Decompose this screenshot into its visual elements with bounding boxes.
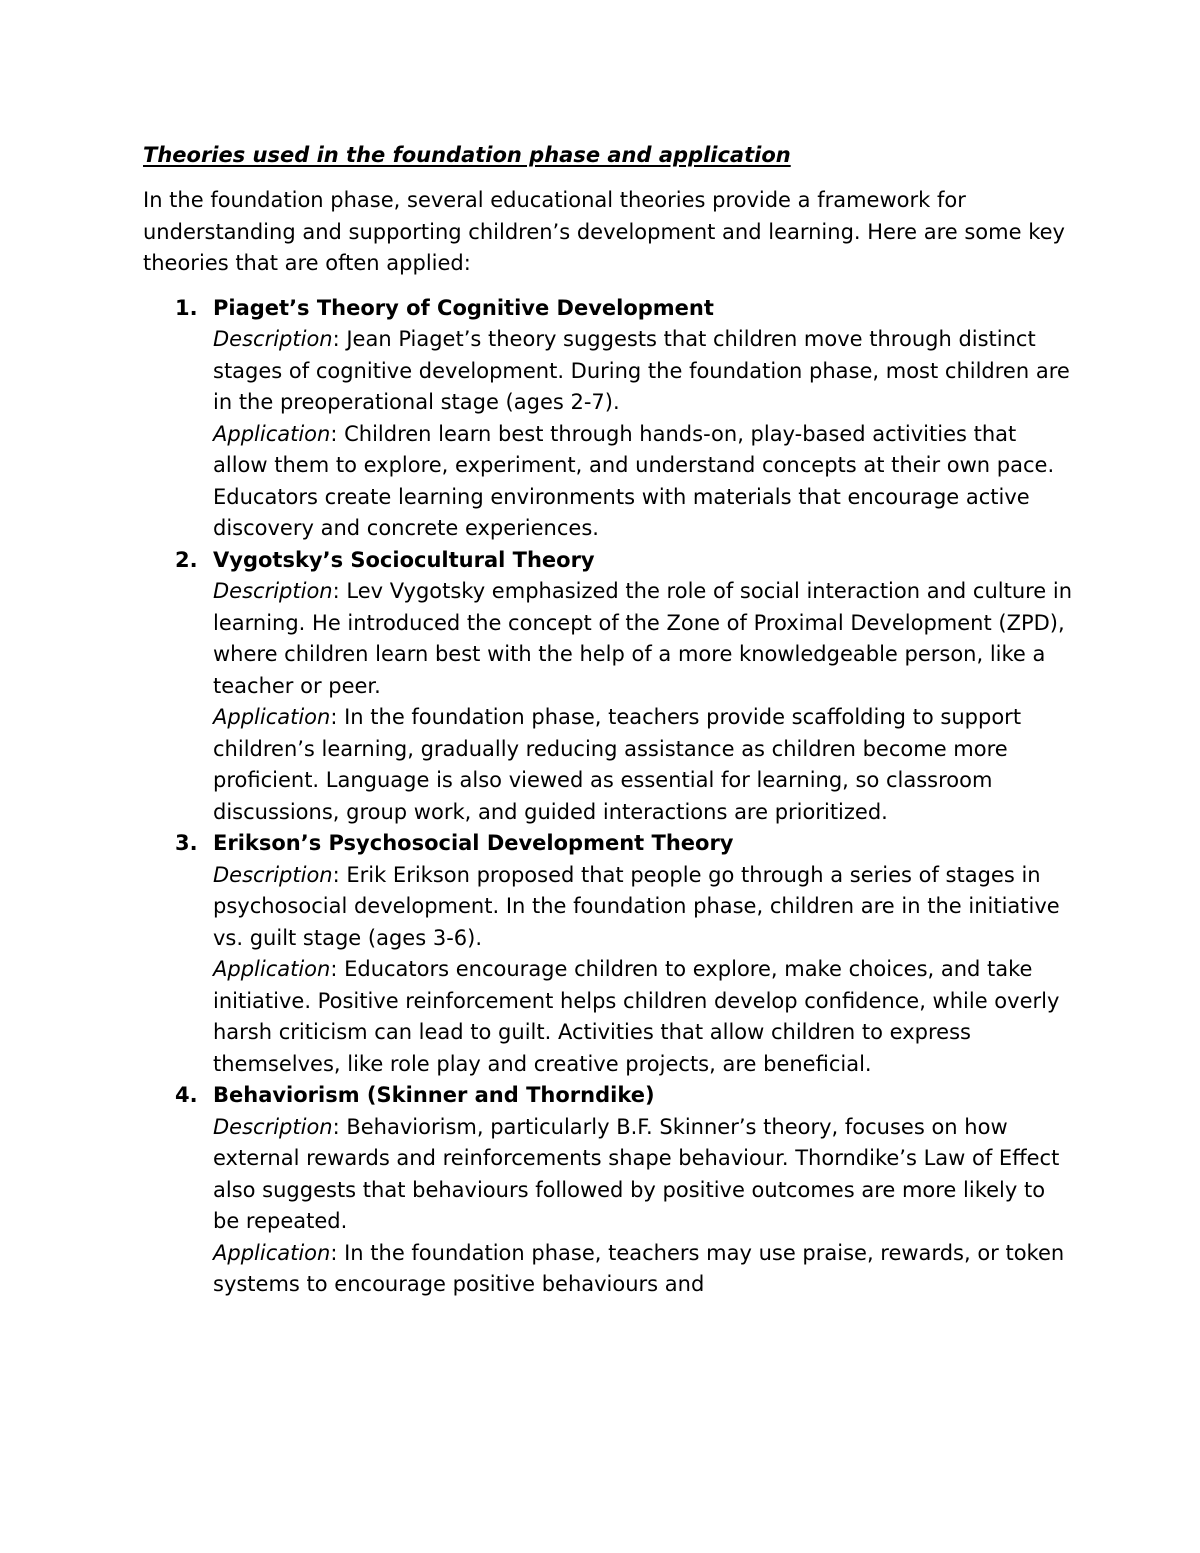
list-number: 3.: [175, 831, 198, 855]
theory-item-vygotsky: [143, 545, 1073, 829]
theory-item-behaviorism: [143, 1080, 1073, 1301]
description-label: Description: [213, 1114, 333, 1139]
application-text: : Children learn best through hands-on, play-based activities that allow them to explore, experiment, and understand concepts at their own pace. Educators create learning environments with materials that encourage active discovery and concrete experiences.: [213, 421, 1055, 540]
description-label: Description: [213, 579, 333, 603]
theory-description: [213, 576, 1073, 702]
theory-title: Behaviorism (Skinner and Thorndike): [213, 1083, 655, 1107]
list-number: 2.: [175, 547, 198, 572]
document-page: [143, 138, 1073, 1301]
description-text: : Lev Vygotsky emphasized the role of social interaction and culture in learning. He introduced the concept of the Zone of Proximal Development (ZPD), where children learn best with the help of a more knowledgeable person, like a teacher or peer.: [213, 579, 1073, 698]
application-label: Application: [213, 957, 331, 981]
theory-application: [213, 954, 1073, 1080]
theory-description: [213, 860, 1073, 955]
theory-application: [213, 1238, 1073, 1301]
theory-application: [213, 419, 1073, 545]
document-title: Theories used in the foundation phase and application: [143, 143, 791, 167]
application-label: Application: [213, 705, 331, 729]
application-text: : In the foundation phase, teachers may use praise, rewards, or token systems to encourage positive behaviours and: [213, 1240, 1065, 1296]
intro-paragraph: In the foundation phase, several educational theories provide a framework for understanding and supporting children’s development and learning. Here are some key theories that are often applied:: [143, 188, 1065, 275]
theory-title: Piaget’s Theory of Cognitive Development: [213, 295, 714, 320]
theory-title: Erikson’s Psychosocial Development Theory: [213, 831, 734, 855]
theory-list: [143, 293, 1073, 1301]
theory-description: [213, 324, 1073, 419]
application-text: : Educators encourage children to explore, make choices, and take initiative. Positive reinforcement helps children develop confidence, while overly harsh criticism can lead to guilt. Activities that allow children to express themselves, like role play and creative projects, are beneficial.: [213, 957, 1060, 1076]
list-number: 4.: [175, 1083, 198, 1107]
description-text: : Behaviorism, particularly B.F. Skinner’s theory, focuses on how external rewards and reinforcements shape behaviour. Thorndike’s Law of Effect also suggests that behaviours followed by positive outcomes are more likely to be repeated.: [213, 1114, 1060, 1233]
theory-item-piaget: [143, 293, 1073, 545]
description-text: : Erik Erikson proposed that people go through a series of stages in psychosocial development. In the foundation phase, children are in the initiative vs. guilt stage (ages 3-6).: [213, 862, 1060, 950]
description-label: Description: [213, 327, 333, 351]
application-label: Application: [213, 421, 331, 446]
description-label: Description: [213, 862, 333, 887]
application-text: : In the foundation phase, teachers provide scaffolding to support children’s learning, gradually reducing assistance as children become more proficient. Language is also viewed as essential for learning, so classroom discussions, group work, and guided interactions are prioritized.: [213, 705, 1022, 824]
theory-application: [213, 702, 1073, 828]
application-label: Application: [213, 1240, 331, 1265]
theory-description: [213, 1112, 1073, 1238]
theory-item-erikson: [143, 828, 1073, 1080]
theory-title: Vygotsky’s Sociocultural Theory: [213, 547, 595, 572]
list-number: 1.: [175, 295, 198, 320]
description-text: : Jean Piaget’s theory suggests that children move through distinct stages of cognitive development. During the foundation phase, most children are in the preoperational stage (ages 2-7).: [213, 327, 1070, 414]
